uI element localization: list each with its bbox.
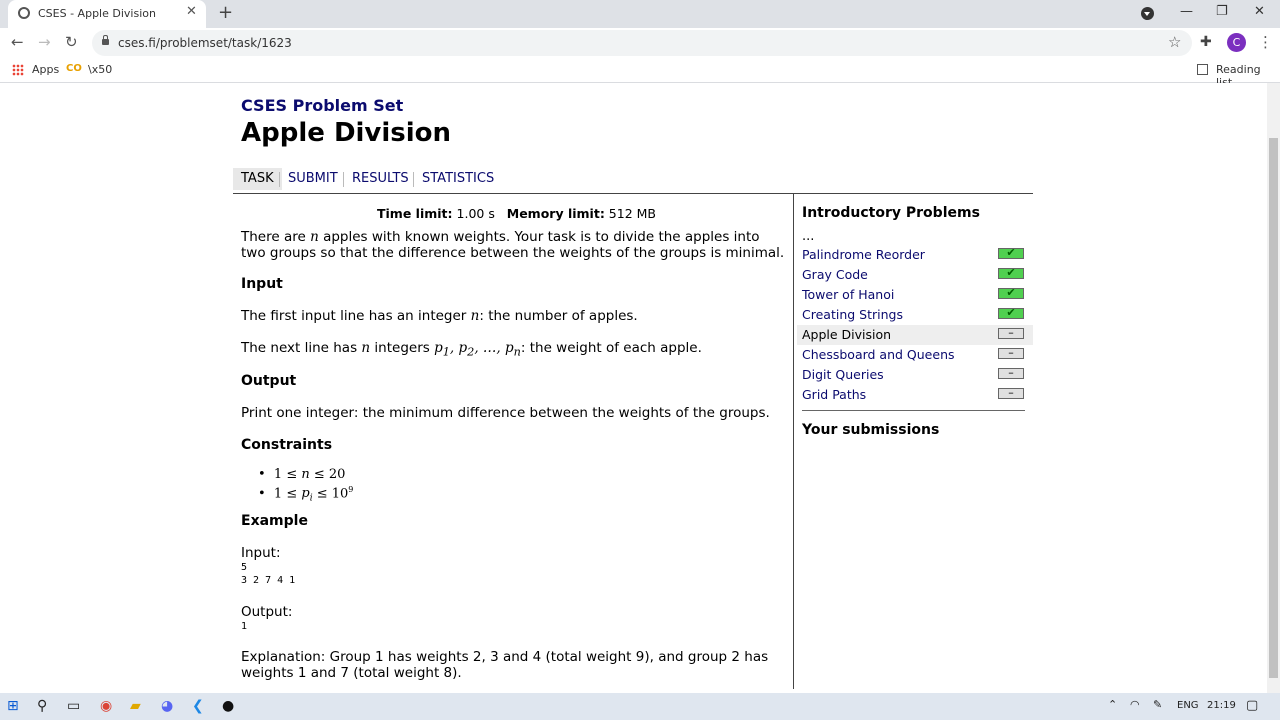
site-favicon-icon [18, 7, 30, 19]
math-p-sequence: $p_1$, $p_2$, …, $p_n$ [434, 340, 521, 359]
minimize-icon[interactable]: — [1180, 4, 1193, 19]
unsolved-dash-icon: – [998, 328, 1024, 339]
language-indicator[interactable]: ENG [1177, 700, 1199, 711]
input-line-2-prefix: The next line has [241, 340, 358, 356]
input-line-2-suffix: : the weight of each apple. [520, 340, 702, 356]
constraints-list [258, 467, 353, 507]
app-icon[interactable]: ● [222, 698, 235, 714]
problem-link[interactable]: Digit Queries [802, 367, 884, 382]
problem-row[interactable] [797, 305, 1033, 325]
intro-prefix: There are [241, 229, 306, 245]
problem-link-current[interactable]: Apple Division [802, 327, 892, 342]
extensions-puzzle-icon[interactable]: ✚ [1200, 34, 1212, 50]
page-title: Apple Division [241, 118, 452, 148]
time-limit-value: 1.00 s [456, 206, 495, 221]
reading-list-icon[interactable] [1197, 64, 1208, 75]
address-bar[interactable] [92, 30, 1192, 56]
apps-grid-icon[interactable] [12, 64, 24, 76]
memory-limit-label: Memory limit: [506, 206, 605, 221]
math-n: n [310, 229, 319, 245]
solved-check-icon: ✔ [998, 308, 1024, 319]
windows-taskbar [0, 693, 1280, 720]
sidebar-ellipsis[interactable]: ... [802, 229, 815, 244]
problem-row[interactable] [797, 345, 1033, 365]
unsolved-dash-icon: – [998, 388, 1024, 399]
reload-icon[interactable]: ↻ [65, 33, 78, 51]
problem-row[interactable] [797, 385, 1033, 405]
vscode-icon[interactable]: ❮ [192, 698, 204, 714]
back-icon[interactable]: ← [11, 33, 24, 51]
problem-row[interactable] [797, 265, 1033, 285]
wifi-icon[interactable]: ◠ [1130, 698, 1140, 711]
input-line-1-prefix: The first input line has an integer [241, 308, 467, 324]
window-close-icon[interactable]: ✕ [1254, 4, 1265, 19]
input-heading: Input [241, 276, 283, 292]
tab-strip [0, 0, 1280, 28]
problem-link[interactable]: Palindrome Reorder [802, 247, 925, 262]
windows-start-icon[interactable]: ⊞ [7, 698, 19, 714]
solved-check-icon: ✔ [998, 248, 1024, 259]
constraint-p: • $1 \le p_i \le 10^9$ [258, 485, 354, 504]
submissions-heading: Your submissions [802, 422, 940, 438]
bookmark-star-icon[interactable]: ☆ [1168, 33, 1182, 51]
problem-link[interactable]: Creating Strings [802, 307, 903, 322]
url-text[interactable]: cses.fi/problemset/task/1623 [118, 36, 292, 50]
intro-text: apples with known weights. Your task is to divide the apples into two groups so that the difference between the weights of the groups is minimal. [241, 229, 785, 261]
solved-check-icon: ✔ [998, 268, 1024, 279]
input-line-1 [241, 308, 786, 324]
close-tab-icon[interactable]: ✕ [186, 4, 197, 19]
task-description [241, 229, 786, 261]
co-bookmark-icon[interactable]: CO [66, 63, 82, 74]
task-view-icon[interactable]: ▭ [67, 698, 81, 714]
file-explorer-icon[interactable]: ▰ [130, 698, 141, 714]
pen-icon[interactable]: ✎ [1153, 698, 1163, 711]
bookmarks-bar [0, 58, 1280, 83]
tab-search-icon[interactable] [1141, 7, 1154, 20]
explanation-text: Explanation: Group 1 has weights 2, 3 and 4 (total weight 9), and group 2 has weights 1 and 7 (total weight 8). [241, 649, 769, 681]
math-n: n [470, 308, 480, 324]
constraints-heading: Constraints [241, 437, 333, 453]
time-limit-label: Time limit: [377, 206, 453, 221]
constraint-n: • 1 ≤ n ≤ 20 [258, 467, 346, 482]
tab-statistics[interactable]: STATISTICS [422, 171, 495, 186]
forward-icon[interactable]: → [38, 33, 51, 51]
sidebar-divider [802, 410, 1025, 411]
tray-overflow-icon[interactable]: ⌃ [1108, 698, 1118, 711]
math-n: n [361, 340, 371, 356]
bookmark-apps[interactable]: Apps [32, 63, 60, 76]
search-icon[interactable]: ⚲ [37, 698, 48, 714]
input-line-2 [241, 340, 786, 361]
memory-limit-value: 512 MB [608, 206, 656, 221]
example-input-line-1: 5 [241, 562, 248, 573]
problem-link[interactable]: Tower of Hanoi [802, 287, 895, 302]
problem-row[interactable] [797, 245, 1033, 265]
browser-toolbar [0, 28, 1280, 58]
tab-results[interactable]: RESULTS [352, 171, 409, 186]
reading-list-button[interactable]: Reading [1216, 63, 1261, 76]
clock[interactable]: 21:19 [1207, 700, 1236, 711]
page-scrollbar[interactable] [1267, 83, 1280, 693]
lock-icon[interactable] [102, 39, 109, 45]
example-heading: Example [241, 513, 308, 529]
output-heading: Output [241, 373, 297, 389]
scrollbar-thumb[interactable] [1269, 138, 1278, 678]
problem-link[interactable]: Chessboard and Queens [802, 347, 955, 362]
input-line-1-suffix: : the number of apples. [479, 308, 638, 324]
example-input-line-2: 3 2 7 4 1 [241, 575, 296, 586]
maximize-icon[interactable]: ❐ [1216, 4, 1228, 19]
bookmark-x50[interactable]: \x50 [88, 63, 113, 76]
problem-row[interactable] [797, 365, 1033, 385]
unsolved-dash-icon: – [998, 368, 1024, 379]
output-text: Print one integer: the minimum difference between the weights of the groups. [241, 405, 770, 421]
tab-title: CSES - Apple Division [38, 7, 156, 20]
example-input-label: Input: [241, 545, 281, 561]
browser-menu-icon[interactable]: ⋮ [1258, 33, 1273, 51]
solved-check-icon: ✔ [998, 288, 1024, 299]
example-output-value: 1 [241, 621, 248, 632]
profile-avatar[interactable]: C [1227, 33, 1246, 52]
problem-row-current[interactable] [797, 325, 1033, 345]
input-line-2-middle: integers [374, 340, 430, 356]
unsolved-dash-icon: – [998, 348, 1024, 359]
tab-task[interactable]: TASK [233, 168, 282, 190]
example-output-label: Output: [241, 604, 293, 620]
page-viewport [0, 83, 1267, 693]
chrome-icon[interactable]: ◉ [100, 698, 113, 714]
browser-tab[interactable] [8, 0, 206, 28]
header-divider [233, 193, 1033, 194]
sidebar-heading: Introductory Problems [802, 205, 980, 221]
site-title[interactable]: CSES Problem Set [241, 96, 404, 115]
notification-icon[interactable]: ▢ [1246, 698, 1259, 713]
column-divider [793, 194, 794, 689]
tab-submit[interactable]: SUBMIT [288, 171, 338, 186]
problem-link[interactable]: Grid Paths [802, 387, 867, 402]
problem-list [797, 245, 1033, 405]
problem-link[interactable]: Gray Code [802, 267, 868, 282]
problem-row[interactable] [797, 285, 1033, 305]
discord-icon[interactable]: ◕ [161, 698, 174, 714]
new-tab-icon[interactable]: + [218, 2, 234, 23]
limits-line [377, 206, 656, 221]
